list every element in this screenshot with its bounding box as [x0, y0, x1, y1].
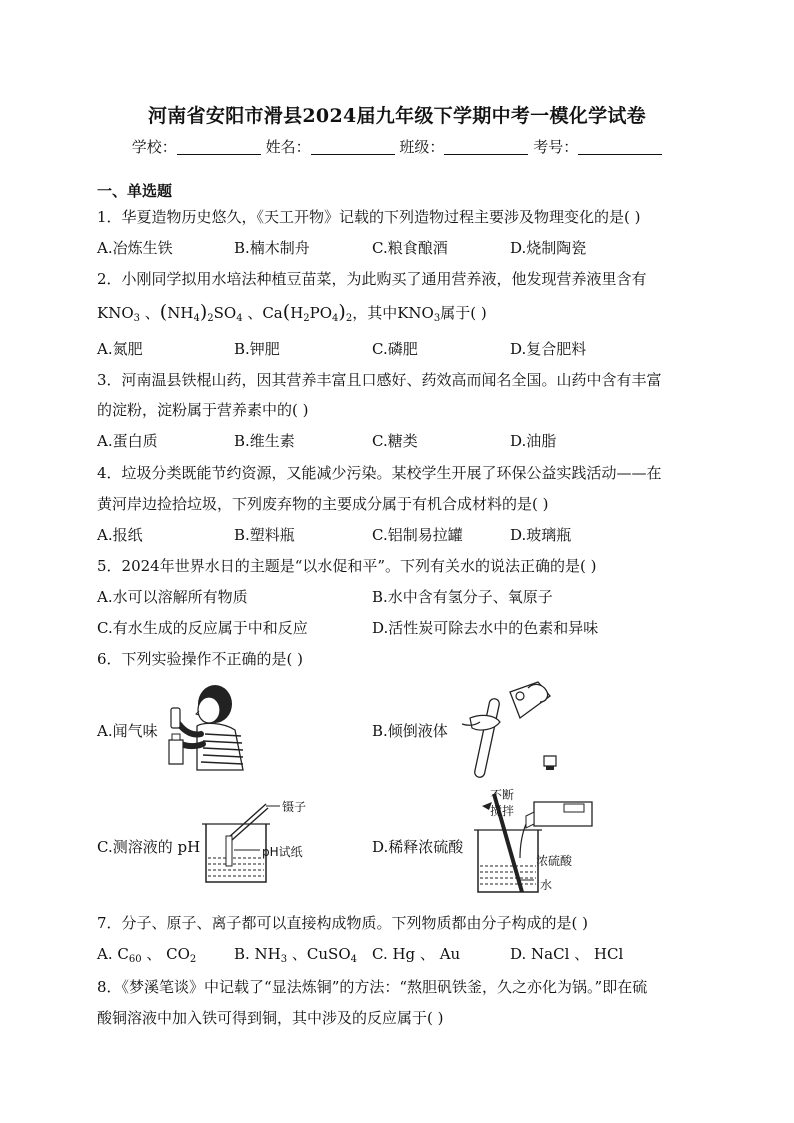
q5-option-b[interactable]: B.水中含有氢分子、氧原子 — [372, 588, 553, 606]
q7-option-d[interactable]: D. NaCl 、 HCl — [510, 945, 624, 963]
q5-option-a[interactable]: A.水可以溶解所有物质 — [97, 588, 248, 606]
student-info-line — [0, 136, 794, 157]
q3-option-a[interactable]: A.蛋白质 — [97, 432, 158, 450]
class-label: 班级： — [399, 138, 445, 156]
school-blank[interactable] — [177, 139, 261, 155]
conc-acid-label: 浓硫酸 — [536, 854, 573, 868]
tweezer-label: 镊子 — [282, 800, 307, 814]
q1-option-a[interactable]: A.冶炼生铁 — [97, 239, 173, 257]
q4-option-c[interactable]: C.铝制易拉罐 — [372, 526, 463, 544]
q1-option-d[interactable]: D.烧制陶瓷 — [510, 239, 587, 257]
q7-option-b[interactable]: B. $NH_3$ 、CuSO$_4$ — [234, 945, 357, 965]
q4-option-d[interactable]: D.玻璃瓶 — [510, 526, 572, 544]
ph-paper-label: pH试纸 — [262, 845, 303, 859]
q2-option-c[interactable]: C.磷肥 — [372, 340, 418, 358]
q5-stem: 5．2024年世界水日的主题是“以水促和平”。下列有关水的说法正确的是( ) — [97, 557, 597, 575]
q1-option-b[interactable]: B.楠木制舟 — [234, 239, 310, 257]
q4-stem-line1: 4．垃圾分类既能节约资源，又能减少污染。某校学生开展了环保公益实践活动——在 — [97, 464, 662, 482]
water-label: 水 — [540, 878, 553, 892]
q2-option-d[interactable]: D.复合肥料 — [510, 340, 587, 358]
q2-stem: 2．小刚同学拟用水培法种植豆苗菜，为此购买了通用营养液，他发现营养液里含有 — [97, 270, 647, 288]
q7-option-a[interactable]: A. $C_{60}$ 、 $CO_2$ — [97, 945, 197, 965]
q8-stem-line2: 酸铜溶液中加入铁可得到铜，其中涉及的反应属于( ) — [97, 1009, 444, 1027]
q2-option-a[interactable]: A.氮肥 — [97, 340, 143, 358]
number-label: 考号： — [533, 138, 579, 156]
dilute-acid-illustration — [468, 786, 598, 898]
school-label: 学校： — [131, 138, 177, 156]
q6-stem: 6．下列实验操作不正确的是( ) — [97, 650, 304, 668]
stir-label-1: 不断 — [490, 788, 515, 802]
page-title: 河南省安阳市滑县2024届九年级下学期中考一模化学试卷 — [148, 105, 646, 127]
q6-option-b[interactable]: B.倾倒液体 — [372, 722, 448, 740]
q4-option-b[interactable]: B.塑料瓶 — [234, 526, 295, 544]
stir-label-2: 搅拌 — [490, 804, 515, 818]
q3-option-b[interactable]: B.维生素 — [234, 432, 295, 450]
q1-stem: 1．华夏造物历史悠久，《天工开物》记载的下列造物过程主要涉及物理变化的是( ) — [97, 208, 641, 226]
section-heading: 一、单选题 — [97, 182, 173, 200]
q6-option-d[interactable]: D.稀释浓硫酸 — [372, 838, 464, 856]
q6-option-a[interactable]: A.闻气味 — [97, 722, 158, 740]
class-blank[interactable] — [444, 139, 528, 155]
q3-option-d[interactable]: D.油脂 — [510, 432, 557, 450]
smelling-gas-illustration — [163, 678, 247, 774]
q7-option-c[interactable]: C. Hg 、 Au — [372, 945, 461, 963]
q3-stem-line2: 的淀粉，淀粉属于营养素中的( ) — [97, 401, 309, 419]
q2-formula-kno3: $KNO_3$ — [97, 304, 141, 324]
q2-option-b[interactable]: B.钾肥 — [234, 340, 280, 358]
q3-option-c[interactable]: C.糖类 — [372, 432, 418, 450]
q7-stem: 7．分子、原子、离子都可以直接构成物质。下列物质都由分子构成的是( ) — [97, 914, 589, 932]
q6-option-c[interactable]: C.测溶液的 pH — [97, 838, 201, 856]
q1-option-c[interactable]: C.粮食酿酒 — [372, 239, 448, 257]
q2-formula-line: $KNO_3$ 、$(NH_4)_2SO_4$ 、$Ca(H_2PO_4)_2$，其中$KNO_3$属于( ) — [97, 301, 487, 324]
number-blank[interactable] — [578, 139, 662, 155]
q4-stem-line2: 黄河岸边捡拾垃圾，下列废弃物的主要成分属于有机合成材料的是( ) — [97, 495, 549, 513]
name-label: 姓名： — [265, 138, 311, 156]
pouring-liquid-illustration — [450, 678, 570, 778]
q5-option-d[interactable]: D.活性炭可除去水中的色素和异味 — [372, 619, 599, 637]
q4-option-a[interactable]: A.报纸 — [97, 526, 143, 544]
name-blank[interactable] — [311, 139, 395, 155]
q3-stem-line1: 3．河南温县铁棍山药，因其营养丰富且口感好、药效高而闻名全国。山药中含有丰富 — [97, 371, 662, 389]
q8-stem-line1: 8．《梦溪笔谈》中记载了“显法炼铜”的方法：“熬胆矾铁釜，久之亦化为锅。”即在硫 — [97, 978, 648, 996]
q5-option-c[interactable]: C.有水生成的反应属于中和反应 — [97, 619, 308, 637]
